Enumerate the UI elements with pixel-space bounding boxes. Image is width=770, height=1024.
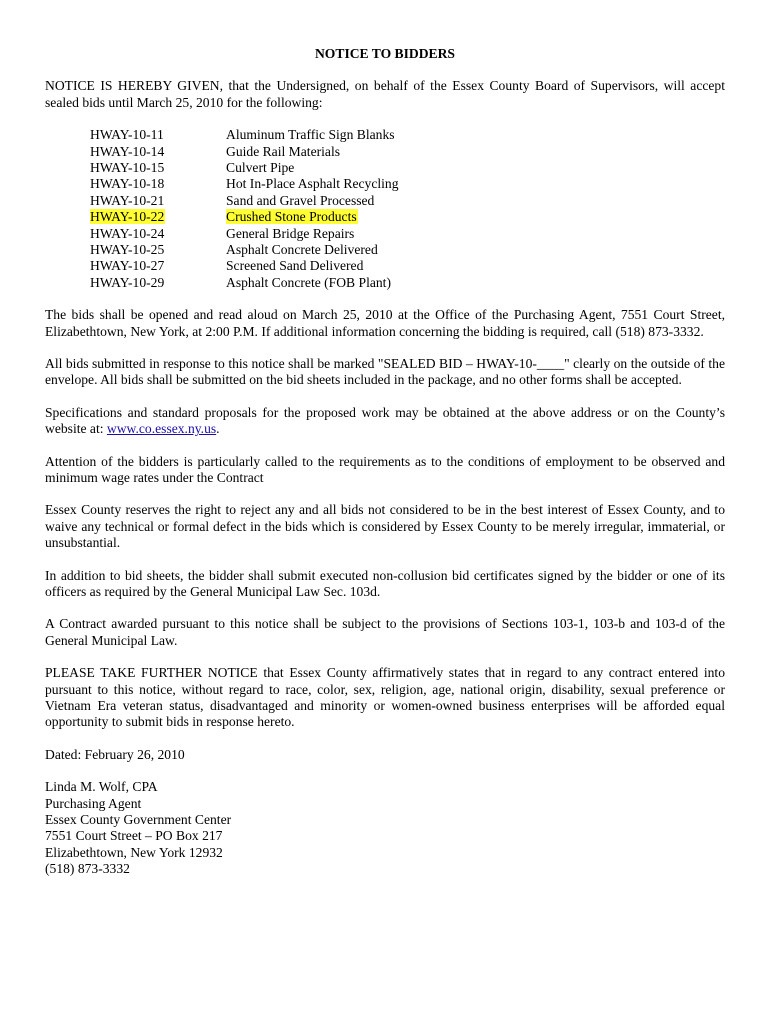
document-title: NOTICE TO BIDDERS: [314, 46, 455, 61]
bid-item-description: General Bridge Repairs: [226, 225, 355, 241]
bid-item-description: Guide Rail Materials: [226, 143, 341, 159]
bid-item: [90, 144, 725, 160]
bid-item-description: Sand and Gravel Processed: [226, 192, 375, 208]
dated-line: Dated: February 26, 2010: [45, 746, 185, 762]
opening-paragraph: The bids shall be opened and read aloud on March 25, 2010 at the Office of the Purchasing Agent, 7551 Court Street, Elizabethtown, New York, at 2:00 P.M. If additional information concerning the bidding is required, call (518) 873-3332.: [45, 307, 725, 339]
bid-item-code: HWAY-10-22: [90, 209, 165, 225]
bid-item-code: HWAY-10-21: [90, 192, 165, 208]
bid-item-highlighted: [90, 209, 725, 225]
bid-item: [90, 160, 725, 176]
bid-item-code: HWAY-10-15: [90, 160, 165, 175]
bid-item-code: HWAY-10-27: [90, 258, 165, 274]
bid-item-code: HWAY-10-24: [90, 225, 165, 241]
bid-item-code: HWAY-10-14: [90, 143, 165, 159]
bid-item: [90, 258, 725, 274]
bid-item-code: HWAY-10-11: [90, 127, 164, 143]
signature-block: [45, 779, 725, 877]
specifications-text: Specifications and standard proposals for the proposed work may be obtained at the above address or on the County’s website at:: [45, 404, 725, 437]
collusion-paragraph: In addition to bid sheets, the bidder shall submit executed non-collusion bid certificates signed by the bidder or one of its officers as required by the General Municipal Law Sec. 103d.: [45, 567, 725, 599]
attention-paragraph: Attention of the bidders is particularly called to the requirements as to the conditions of employment to be observed and minimum wage rates under the Contract: [45, 453, 725, 485]
bid-item-code: HWAY-10-29: [90, 274, 165, 290]
intro-paragraph: NOTICE IS HEREBY GIVEN, that the Undersigned, on behalf of the Essex County Board of Supervisors, will accept sealed bids until March 25, 2010 for the following:: [45, 78, 725, 110]
bid-item: [90, 127, 725, 143]
reserves-paragraph: Essex County reserves the right to reject any and all bids not considered to be in the best interest of Essex County, and to waive any technical or formal defect in the bids which is considered by Essex County to be merely irregular, immaterial, or unsubstantial.: [45, 502, 725, 551]
bid-item: [90, 226, 725, 242]
signer-city: Elizabethtown, New York 12932: [45, 844, 223, 860]
notice-document: [45, 40, 725, 878]
bid-item-description: Hot In-Place Asphalt Recycling: [226, 176, 399, 192]
signer-street: 7551 Court Street – PO Box 217: [45, 828, 223, 844]
bid-item-description: Screened Sand Delivered: [226, 258, 364, 274]
specifications-paragraph: [45, 405, 725, 438]
county-website-link[interactable]: www.co.essex.ny.us: [106, 421, 217, 437]
bid-item-description: Asphalt Concrete Delivered: [226, 241, 378, 257]
sealed-bid-paragraph: All bids submitted in response to this notice shall be marked "SEALED BID – HWAY-10-____" clearly on the outside of the envelope. All bids shall be submitted on the bid sheets included in the package, and no other forms shall be accepted.: [45, 355, 725, 388]
further-notice-paragraph: PLEASE TAKE FURTHER NOTICE that Essex County affirmatively states that in regard to any contract entered into pursuant to this notice, without regard to race, color, sex, religion, age, national origin, disability, sexual preference or Vietnam Era veteran status, disadvantaged and minority or women-owned business enterprises will be afforded equal opportunity to submit bids in response hereto.: [45, 665, 725, 730]
bid-item: [90, 176, 725, 192]
bid-items-list: [90, 127, 725, 291]
signer-name: Linda M. Wolf, CPA: [45, 779, 158, 795]
signer-phone: (518) 873-3332: [45, 861, 130, 877]
signer-organization: Essex County Government Center: [45, 812, 232, 828]
bid-item-description: Asphalt Concrete (FOB Plant): [226, 274, 391, 290]
bid-item-description: Crushed Stone Products: [226, 209, 357, 225]
contract-paragraph: A Contract awarded pursuant to this notice shall be subject to the provisions of Sections 103-1, 103-b and 103-d of the General Municipal Law.: [45, 616, 725, 648]
bid-item: [90, 275, 725, 291]
signer-role: Purchasing Agent: [45, 795, 142, 811]
bid-item-description: Aluminum Traffic Sign Blanks: [226, 127, 395, 143]
bid-item-code: HWAY-10-25: [90, 241, 165, 257]
bid-item-code: HWAY-10-18: [90, 176, 165, 192]
bid-item-description: Culvert Pipe: [226, 160, 295, 175]
specifications-period: .: [216, 421, 220, 437]
bid-item: [90, 242, 725, 258]
bid-item: [90, 193, 725, 209]
